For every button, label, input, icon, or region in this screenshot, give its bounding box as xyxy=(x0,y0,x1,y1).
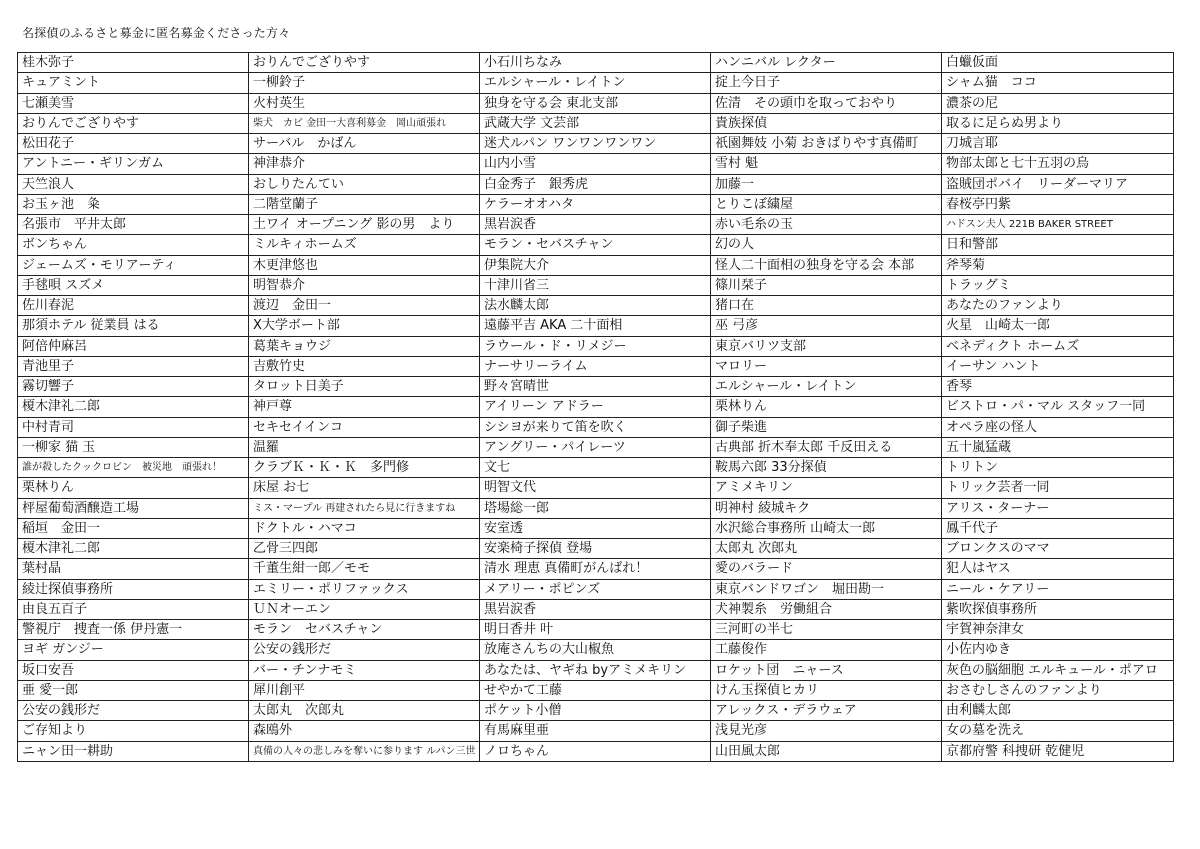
donor-name-cell: 刀城言耶 xyxy=(942,134,1174,154)
donor-name-cell: 御子柴進 xyxy=(711,417,942,437)
donor-name-cell: 明智恭介 xyxy=(249,275,480,295)
table-row xyxy=(18,417,1174,437)
donor-name-cell: ＵＮオーエン xyxy=(249,599,480,619)
donor-name-cell: 木更津悠也 xyxy=(249,255,480,275)
table-row xyxy=(18,235,1174,255)
donor-name-cell: 猪口在 xyxy=(711,296,942,316)
donor-name-cell: あなたは、ヤギね byアミメキリン xyxy=(480,660,711,680)
donor-name-cell: 斧琴菊 xyxy=(942,255,1174,275)
table-row xyxy=(18,113,1174,133)
table-row xyxy=(18,620,1174,640)
donor-name-cell: 香琴 xyxy=(942,377,1174,397)
donor-name-cell: エミリー・ポリファックス xyxy=(249,579,480,599)
donor-name-cell: 古典部 折木奉太郎 千反田える xyxy=(711,437,942,457)
donor-name-cell: 渡辺 金田一 xyxy=(249,296,480,316)
donor-name-cell: 神戸尊 xyxy=(249,397,480,417)
donor-name-cell: 鞍馬六郎 33分探偵 xyxy=(711,458,942,478)
donor-name-cell: ロケット団 ニャース xyxy=(711,660,942,680)
table-row xyxy=(18,356,1174,376)
table-row xyxy=(18,154,1174,174)
table-row xyxy=(18,336,1174,356)
donor-name-cell: 土ワイ オープニング 影の男 より xyxy=(249,215,480,235)
donor-name-cell: 白蠟仮面 xyxy=(942,53,1174,73)
page-title: 名探偵のふるさと募金に匿名募金くださった方々 xyxy=(22,26,291,40)
table-row xyxy=(18,518,1174,538)
donor-name-cell: ミス・マープル 再建されたら見に行きますね xyxy=(249,498,480,518)
donor-name-cell: モラン セバスチャン xyxy=(249,620,480,640)
donor-name-cell: 千董生紺一郎／モモ xyxy=(249,559,480,579)
donor-name-cell: ヨギ ガンジー xyxy=(18,640,249,660)
donor-name-cell: X大学ボート部 xyxy=(249,316,480,336)
donor-name-cell: 葛葉キョウジ xyxy=(249,336,480,356)
donor-table-body xyxy=(18,53,1174,762)
donor-name-cell: 貴族探偵 xyxy=(711,113,942,133)
donor-name-cell: 稲垣 金田一 xyxy=(18,518,249,538)
donor-name-cell: シャム猫 ココ xyxy=(942,73,1174,93)
donor-name-cell: トラッグミ xyxy=(942,275,1174,295)
donor-name-cell: 雪村 魁 xyxy=(711,154,942,174)
donor-name-cell: 取るに足らぬ男より xyxy=(942,113,1174,133)
donor-name-cell: 温羅 xyxy=(249,437,480,457)
donor-name-cell: モラン・セバスチャン xyxy=(480,235,711,255)
donor-name-cell: 掟上今日子 xyxy=(711,73,942,93)
donor-name-cell: 誰が殺したクックロビン 被災地 頑張れ！ xyxy=(18,458,249,478)
donor-name-cell: 佐清 その頭巾を取っておやり xyxy=(711,93,942,113)
donor-name-cell: 宇賀神奈津女 xyxy=(942,620,1174,640)
donor-name-cell: おしりたんてい xyxy=(249,174,480,194)
donor-name-cell: サーバル かばん xyxy=(249,134,480,154)
donor-name-cell: 中村青司 xyxy=(18,417,249,437)
donor-name-cell: 遠藤平吉 AKA 二十面相 xyxy=(480,316,711,336)
donor-name-cell: アングリー・パイレーツ xyxy=(480,437,711,457)
donor-name-cell: ボンちゃん xyxy=(18,235,249,255)
donor-name-cell: ベネディクト ホームズ xyxy=(942,336,1174,356)
donor-name-cell: アレックス・デラウェア xyxy=(711,701,942,721)
donor-name-cell: 手毬唄 スズメ xyxy=(18,275,249,295)
table-row xyxy=(18,194,1174,214)
donor-name-cell: アイリーン アドラー xyxy=(480,397,711,417)
donor-name-cell: 坂口安吾 xyxy=(18,660,249,680)
table-row xyxy=(18,458,1174,478)
donor-name-cell: 有馬麻里亜 xyxy=(480,721,711,741)
donor-name-cell: 伊集院大介 xyxy=(480,255,711,275)
donor-name-cell: 山内小雪 xyxy=(480,154,711,174)
table-row xyxy=(18,498,1174,518)
donor-name-cell: ニャン田一耕助 xyxy=(18,741,249,761)
table-row xyxy=(18,174,1174,194)
donor-name-cell: トリック芸者一同 xyxy=(942,478,1174,498)
donor-name-cell: 阿倍仲麻呂 xyxy=(18,336,249,356)
table-row xyxy=(18,579,1174,599)
table-row xyxy=(18,73,1174,93)
donor-name-cell: 綾辻探偵事務所 xyxy=(18,579,249,599)
donor-name-cell: 巫 弓彦 xyxy=(711,316,942,336)
donor-name-cell: ケラーオオハタ xyxy=(480,194,711,214)
table-row xyxy=(18,255,1174,275)
donor-name-cell: 工藤俊作 xyxy=(711,640,942,660)
table-row xyxy=(18,397,1174,417)
donor-name-cell: 放庵さんちの大山椒魚 xyxy=(480,640,711,660)
donor-name-cell: 濃茶の尼 xyxy=(942,93,1174,113)
donor-name-cell: 那須ホテル 従業員 はる xyxy=(18,316,249,336)
table-row xyxy=(18,275,1174,295)
table-row xyxy=(18,215,1174,235)
donor-name-cell: 水沢総合事務所 山崎太一郎 xyxy=(711,518,942,538)
donor-name-cell: 十津川省三 xyxy=(480,275,711,295)
donor-name-cell: 由良五百子 xyxy=(18,599,249,619)
donor-table xyxy=(17,52,1174,762)
donor-name-cell: 怪人二十面相の独身を守る会 本部 xyxy=(711,255,942,275)
donor-name-cell: とりこぼ繍屋 xyxy=(711,194,942,214)
donor-name-cell: ナーサリーライム xyxy=(480,356,711,376)
donor-name-cell: 床屋 お七 xyxy=(249,478,480,498)
donor-name-cell: キュアミント xyxy=(18,73,249,93)
donor-name-cell: 文七 xyxy=(480,458,711,478)
donor-name-cell: 紫吹探偵事務所 xyxy=(942,599,1174,619)
donor-name-cell: 一柳家 猫 玉 xyxy=(18,437,249,457)
donor-name-cell: 五十嵐猛蔵 xyxy=(942,437,1174,457)
table-row xyxy=(18,721,1174,741)
donor-name-cell: マロリー xyxy=(711,356,942,376)
donor-name-cell: おりんでござりやす xyxy=(18,113,249,133)
donor-name-cell: おさむしさんのファンより xyxy=(942,680,1174,700)
donor-name-cell: あなたのファンより xyxy=(942,296,1174,316)
donor-name-cell: シシヨが来りて笛を吹く xyxy=(480,417,711,437)
donor-name-cell: 真備の人々の悲しみを奪いに参ります ルパン三世 xyxy=(249,741,480,761)
donor-name-cell: 京都府警 科捜研 乾健児 xyxy=(942,741,1174,761)
donor-name-cell: 春桜亭円紫 xyxy=(942,194,1174,214)
donor-name-cell: 盗賊団ポバイ リーダーマリア xyxy=(942,174,1174,194)
donor-name-cell: 東京バンドワゴン 堀田勘一 xyxy=(711,579,942,599)
donor-name-cell: 三河町の半七 xyxy=(711,620,942,640)
donor-name-cell: 山田風太郎 xyxy=(711,741,942,761)
donor-name-cell: 警視庁 捜査一係 伊丹憲一 xyxy=(18,620,249,640)
donor-name-cell: 明神村 綾城キク xyxy=(711,498,942,518)
table-row xyxy=(18,701,1174,721)
table-row xyxy=(18,377,1174,397)
donor-name-cell: ご存知より xyxy=(18,721,249,741)
donor-name-cell: 幻の人 xyxy=(711,235,942,255)
donor-name-cell: 犀川創平 xyxy=(249,680,480,700)
table-row xyxy=(18,640,1174,660)
donor-name-cell: クラブＫ・Ｋ・Ｋ 多門修 xyxy=(249,458,480,478)
donor-name-cell: ラウール・ド・リメジー xyxy=(480,336,711,356)
donor-name-cell: セキセイインコ xyxy=(249,417,480,437)
donor-name-cell: 桂木弥子 xyxy=(18,53,249,73)
donor-name-cell: 黒岩涙香 xyxy=(480,599,711,619)
donor-name-cell: お玉ヶ池 粂 xyxy=(18,194,249,214)
donor-name-cell: バー・チンナモミ xyxy=(249,660,480,680)
donor-name-cell: 小佐内ゆき xyxy=(942,640,1174,660)
donor-name-cell: 青池里子 xyxy=(18,356,249,376)
donor-name-cell: イーサン ハント xyxy=(942,356,1174,376)
donor-name-cell: 加藤一 xyxy=(711,174,942,194)
donor-name-cell: 武蔵大学 文芸部 xyxy=(480,113,711,133)
donor-name-cell: 松田花子 xyxy=(18,134,249,154)
donor-name-cell: 由利麟太郎 xyxy=(942,701,1174,721)
table-row xyxy=(18,599,1174,619)
donor-name-cell: 日和警部 xyxy=(942,235,1174,255)
donor-name-cell: 神津恭介 xyxy=(249,154,480,174)
donor-name-cell: ポケット小僧 xyxy=(480,701,711,721)
donor-name-cell: 赤い毛糸の玉 xyxy=(711,215,942,235)
donor-name-cell: 黒岩涙香 xyxy=(480,215,711,235)
donor-name-cell: おりんでござりやす xyxy=(249,53,480,73)
donor-name-cell: 一柳鈴子 xyxy=(249,73,480,93)
donor-name-cell: エルシャール・レイトン xyxy=(480,73,711,93)
donor-name-cell: ビストロ・パ・マル スタッフ一同 xyxy=(942,397,1174,417)
donor-name-cell: 犯人はヤス xyxy=(942,559,1174,579)
donor-name-cell: 天竺浪人 xyxy=(18,174,249,194)
donor-name-cell: ミルキィホームズ xyxy=(249,235,480,255)
donor-name-cell: 安楽椅子探偵 登場 xyxy=(480,539,711,559)
table-row xyxy=(18,296,1174,316)
donor-name-cell: 霧切響子 xyxy=(18,377,249,397)
donor-name-cell: オペラ座の怪人 xyxy=(942,417,1174,437)
donor-name-cell: 公安の銭形だ xyxy=(249,640,480,660)
table-row xyxy=(18,437,1174,457)
table-row xyxy=(18,53,1174,73)
donor-name-cell: アリス・ターナー xyxy=(942,498,1174,518)
donor-name-cell: 明日香井 叶 xyxy=(480,620,711,640)
donor-name-cell: 乙骨三四郎 xyxy=(249,539,480,559)
table-row xyxy=(18,134,1174,154)
donor-name-cell: 葉村晶 xyxy=(18,559,249,579)
donor-name-cell: 火星 山崎太一郎 xyxy=(942,316,1174,336)
donor-name-cell: 榎木津礼二郎 xyxy=(18,397,249,417)
donor-name-cell: 太郎丸 次郎丸 xyxy=(711,539,942,559)
donor-name-cell: せやかて工藤 xyxy=(480,680,711,700)
donor-name-cell: ブロンクスのママ xyxy=(942,539,1174,559)
donor-name-cell: 名張市 平井太郎 xyxy=(18,215,249,235)
donor-name-cell: 灰色の脳細胞 エルキュール・ポアロ xyxy=(942,660,1174,680)
table-row xyxy=(18,680,1174,700)
donor-name-cell: ハンニバル レクター xyxy=(711,53,942,73)
donor-name-cell: 浅見光彦 xyxy=(711,721,942,741)
donor-name-cell: 亜 愛一郎 xyxy=(18,680,249,700)
donor-name-cell: ジェームズ・モリアーティ xyxy=(18,255,249,275)
donor-name-cell: けん玉探偵ヒカリ xyxy=(711,680,942,700)
donor-name-cell: 篠川栞子 xyxy=(711,275,942,295)
donor-name-cell: 栗林りん xyxy=(18,478,249,498)
donor-name-cell: 枰屋葡萄酒醸造工場 xyxy=(18,498,249,518)
donor-name-cell: 小石川ちなみ xyxy=(480,53,711,73)
donor-name-cell: ドクトル・ハマコ xyxy=(249,518,480,538)
donor-name-cell: トリトン xyxy=(942,458,1174,478)
donor-name-cell: 法水麟太郎 xyxy=(480,296,711,316)
donor-name-cell: アントニー・ギリンガム xyxy=(18,154,249,174)
donor-name-cell: メアリー・ポピンズ xyxy=(480,579,711,599)
donor-name-cell: ハドスン夫人 221B BAKER STREET xyxy=(942,215,1174,235)
table-row xyxy=(18,316,1174,336)
table-row xyxy=(18,741,1174,761)
donor-name-cell: 白金秀子 銀秀虎 xyxy=(480,174,711,194)
table-row xyxy=(18,559,1174,579)
donor-name-cell: 迷犬ルパン ワンワンワンワン xyxy=(480,134,711,154)
donor-name-cell: 太郎丸 次郎丸 xyxy=(249,701,480,721)
donor-name-cell: 祇園舞妓 小菊 おきばりやす真備町 xyxy=(711,134,942,154)
donor-name-cell: 物部太郎と七十五羽の烏 xyxy=(942,154,1174,174)
donor-name-cell: 佐川春泥 xyxy=(18,296,249,316)
donor-name-cell: アミメキリン xyxy=(711,478,942,498)
donor-name-cell: 野々宮晴世 xyxy=(480,377,711,397)
donor-name-cell: 塔場総一郎 xyxy=(480,498,711,518)
donor-name-cell: ノロちゃん xyxy=(480,741,711,761)
table-row xyxy=(18,93,1174,113)
donor-name-cell: ニール・ケアリー xyxy=(942,579,1174,599)
donor-name-cell: 独身を守る会 東北支部 xyxy=(480,93,711,113)
table-row xyxy=(18,478,1174,498)
donor-name-cell: 鳳千代子 xyxy=(942,518,1174,538)
donor-name-cell: 栗林りん xyxy=(711,397,942,417)
donor-name-cell: 火村英生 xyxy=(249,93,480,113)
donor-name-cell: 女の墓を洗え xyxy=(942,721,1174,741)
donor-name-cell: 森鴎外 xyxy=(249,721,480,741)
donor-name-cell: エルシャール・レイトン xyxy=(711,377,942,397)
table-row xyxy=(18,660,1174,680)
donor-name-cell: 榎木津礼二郎 xyxy=(18,539,249,559)
donor-name-cell: 安室透 xyxy=(480,518,711,538)
donor-name-cell: タロット日美子 xyxy=(249,377,480,397)
donor-name-cell: 清水 理恵 真備町がんばれ！ xyxy=(480,559,711,579)
donor-name-cell: 吉敷竹史 xyxy=(249,356,480,376)
donor-name-cell: 東京バリツ支部 xyxy=(711,336,942,356)
donor-name-cell: 二階堂蘭子 xyxy=(249,194,480,214)
donor-name-cell: 犬神製糸 労働組合 xyxy=(711,599,942,619)
donor-name-cell: 明智文代 xyxy=(480,478,711,498)
donor-name-cell: 柴犬 カビ 金田一大喜利募金 岡山頑張れ xyxy=(249,113,480,133)
table-row xyxy=(18,539,1174,559)
donor-name-cell: 公安の銭形だ xyxy=(18,701,249,721)
donor-name-cell: 七瀬美雪 xyxy=(18,93,249,113)
donor-name-cell: 愛のバラード xyxy=(711,559,942,579)
